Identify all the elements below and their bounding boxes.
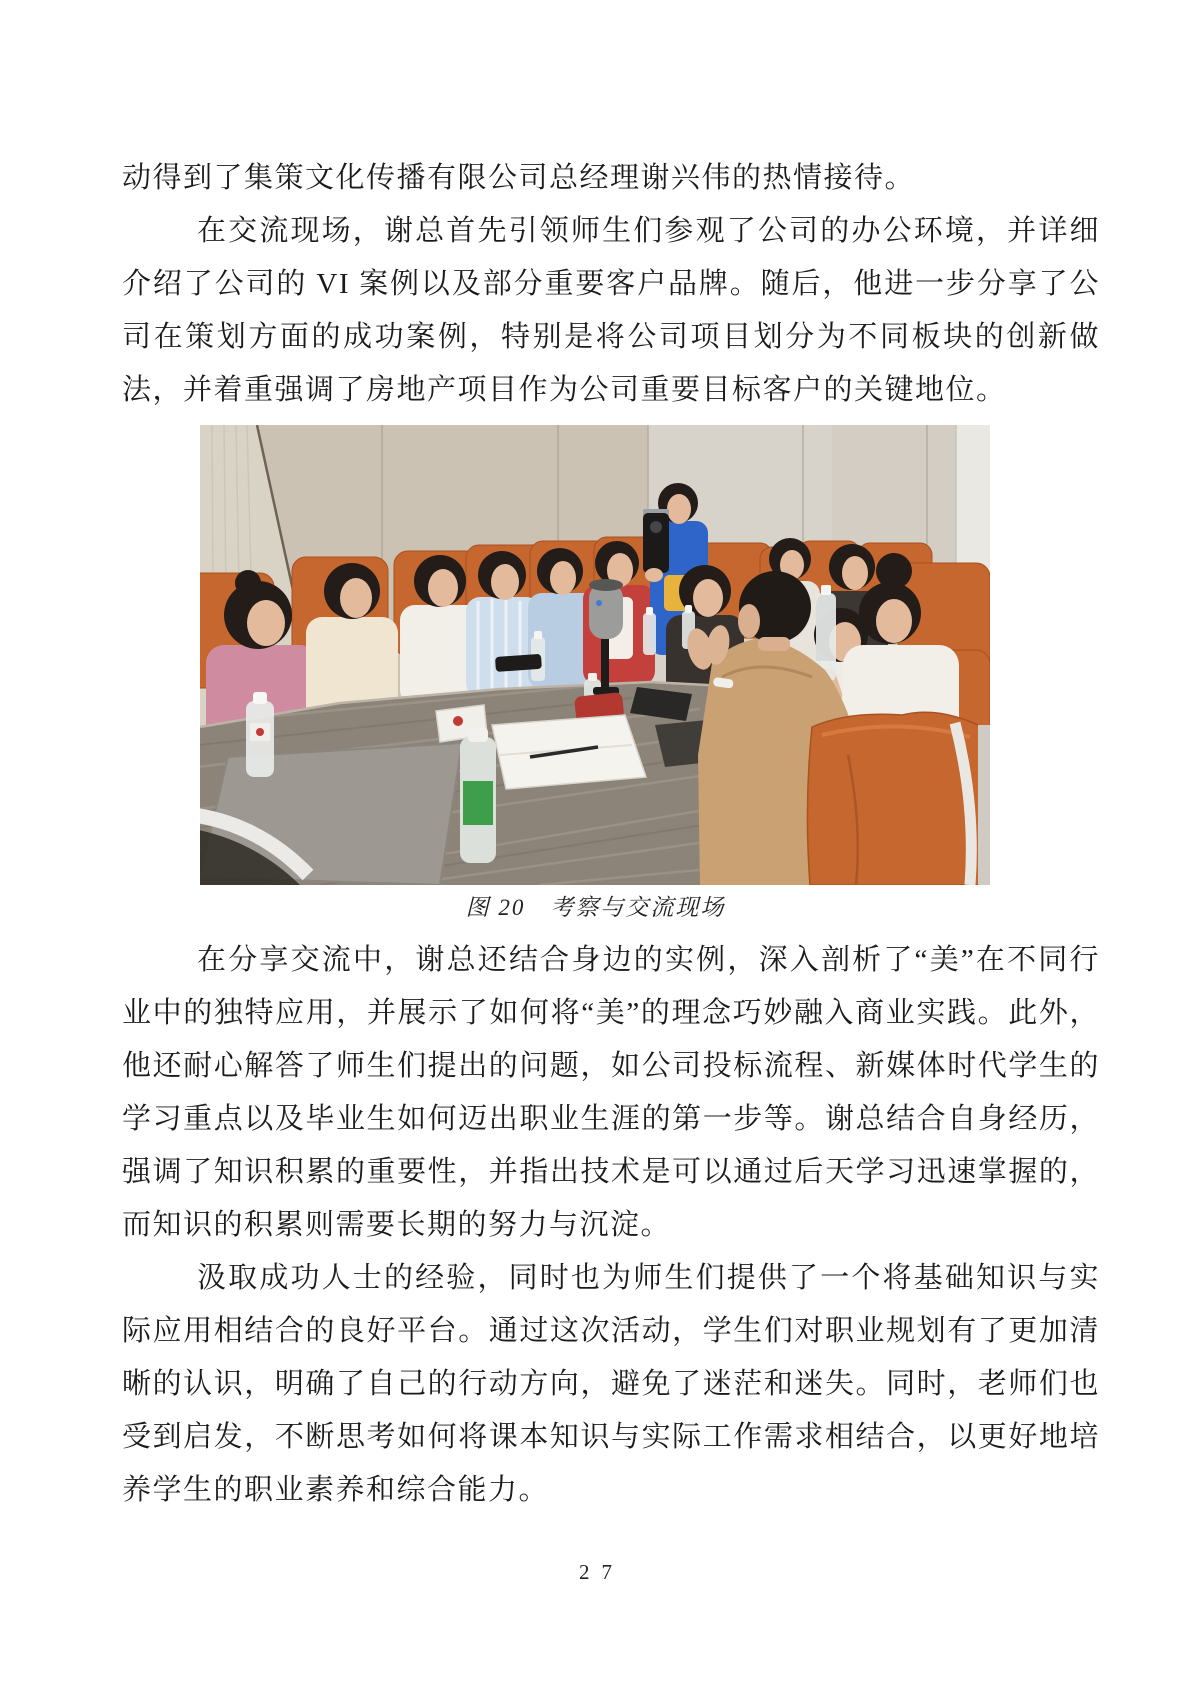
figure-photo bbox=[200, 425, 990, 885]
figure-caption: 图 20 考察与交流现场 bbox=[465, 895, 726, 920]
text-block-top bbox=[122, 152, 1100, 417]
body-paragraph: 在分享交流中，谢总还结合身边的实例，深入剖析了“美”在不同行业中的独特应用，并展示了如何将“美”的理念巧妙融入商业实践。此外，他还耐心解答了师生们提出的问题，如公司投标流程、新媒体时代学生的学习重点以及毕业生如何迈出职业生涯的第一步等。谢总结合自身经历，强调了知识积累的重要性，并指出技术是可以通过后天学习迅速掌握的，而知识的积累则需要长期的努力与沉淀。 bbox=[122, 944, 1100, 1241]
body-paragraph: 动得到了集策文化传播有限公司总经理谢兴伟的热情接待。 bbox=[122, 162, 916, 194]
meeting-room-photo bbox=[200, 425, 990, 885]
phone bbox=[495, 654, 542, 672]
text-block-bottom bbox=[122, 934, 1100, 1517]
water-bottle-left bbox=[246, 692, 274, 777]
notebook-and-pen bbox=[492, 715, 646, 789]
green-bottle-large bbox=[460, 728, 496, 863]
page-number: 27 bbox=[579, 1560, 624, 1584]
body-paragraph: 在交流现场，谢总首先引领师生们参观了公司的办公环境，并详细介绍了公司的 VI 案例以及部分重要客户品牌。随后，他进一步分享了公司在策划方面的成功案例，特别是将公司项目划分为不同板块的创新做法，并着重强调了房地产项目作为公司重要目标客户的关键地位。 bbox=[122, 215, 1100, 406]
body-paragraph: 汲取成功人士的经验，同时也为师生们提供了一个将基础知识与实际应用相结合的良好平台。通过这次活动，学生们对职业规划有了更加清晰的认识，明确了自己的行动方向，避免了迷茫和迷失。同时，老师们也受到启发，不断思考如何将课本知识与实际工作需求相结合，以更好地培养学生的职业素养和综合能力。 bbox=[122, 1262, 1100, 1506]
